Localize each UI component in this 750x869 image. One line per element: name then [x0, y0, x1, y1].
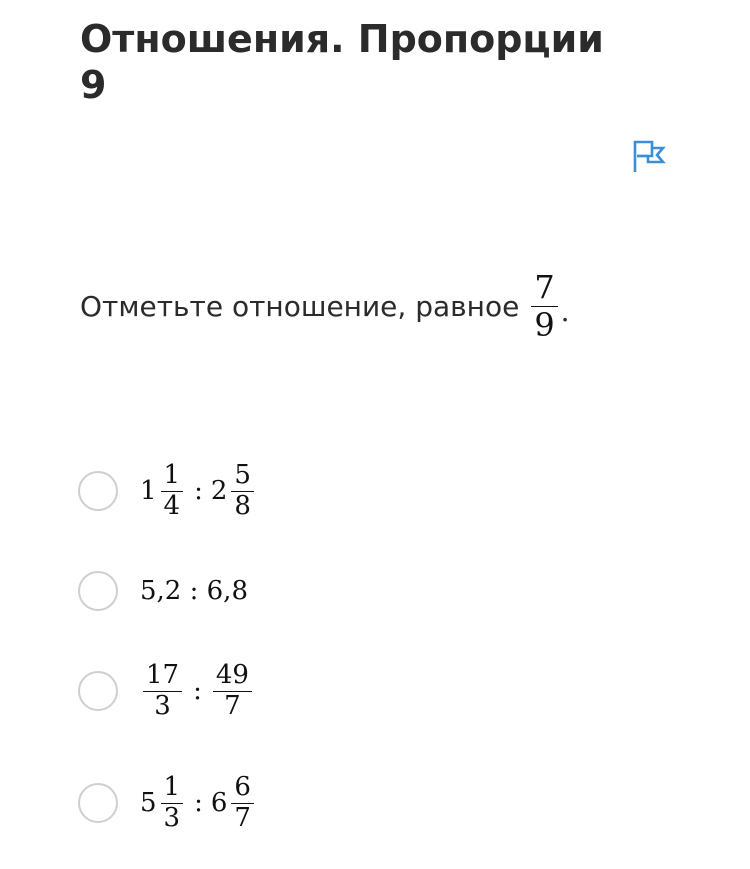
question	[80, 258, 570, 354]
whole-part: 6	[210, 788, 228, 818]
answer-option-2[interactable]	[78, 570, 248, 612]
fraction-numerator: 17	[146, 659, 180, 690]
option-expression	[140, 773, 257, 834]
fraction	[231, 773, 254, 834]
fraction-denominator: 8	[234, 490, 251, 521]
option-expression	[140, 661, 255, 722]
whole-part: 1	[140, 476, 157, 506]
radio-button[interactable]	[78, 571, 118, 611]
fraction-denominator: 3	[163, 802, 181, 833]
answer-option-3[interactable]	[78, 650, 255, 732]
whole-part: 5	[140, 788, 157, 818]
fraction-numerator: 6	[234, 771, 251, 802]
question-fraction	[531, 269, 557, 344]
question-text: Отметьте отношение, равное	[80, 289, 520, 323]
fraction-denominator: 3	[154, 690, 171, 721]
fraction-denominator: 7	[224, 690, 241, 721]
radio-button[interactable]	[78, 471, 118, 511]
radio-button[interactable]	[78, 671, 118, 711]
option-expression	[140, 576, 248, 606]
fraction	[213, 661, 252, 722]
title-line-2: 9	[80, 63, 107, 107]
page-title	[80, 16, 604, 108]
fraction-numerator: 1	[163, 459, 181, 490]
option-expression	[140, 461, 257, 522]
fraction-numerator: 7	[534, 267, 555, 306]
radio-button[interactable]	[78, 783, 118, 823]
fraction	[143, 661, 182, 722]
fraction	[161, 461, 184, 522]
fraction-numerator: 49	[215, 659, 249, 690]
fraction-denominator: 9	[534, 305, 555, 344]
fraction-denominator: 7	[234, 802, 251, 833]
fraction-numerator: 5	[234, 459, 251, 490]
fraction	[231, 461, 254, 522]
ratio-separator: :	[193, 676, 202, 706]
fraction	[161, 773, 184, 834]
title-line-1: Отношения. Пропорции	[80, 17, 604, 61]
flag-icon[interactable]	[632, 139, 668, 173]
question-period: .	[560, 294, 570, 328]
fraction-numerator: 1	[163, 771, 181, 802]
fraction-denominator: 4	[163, 490, 181, 521]
ratio-separator: :	[194, 476, 203, 506]
answer-option-1[interactable]	[78, 450, 257, 532]
answer-option-4[interactable]	[78, 762, 257, 844]
whole-part: 2	[210, 476, 228, 506]
option-text: 5,2 : 6,8	[140, 576, 248, 606]
ratio-separator: :	[194, 788, 203, 818]
